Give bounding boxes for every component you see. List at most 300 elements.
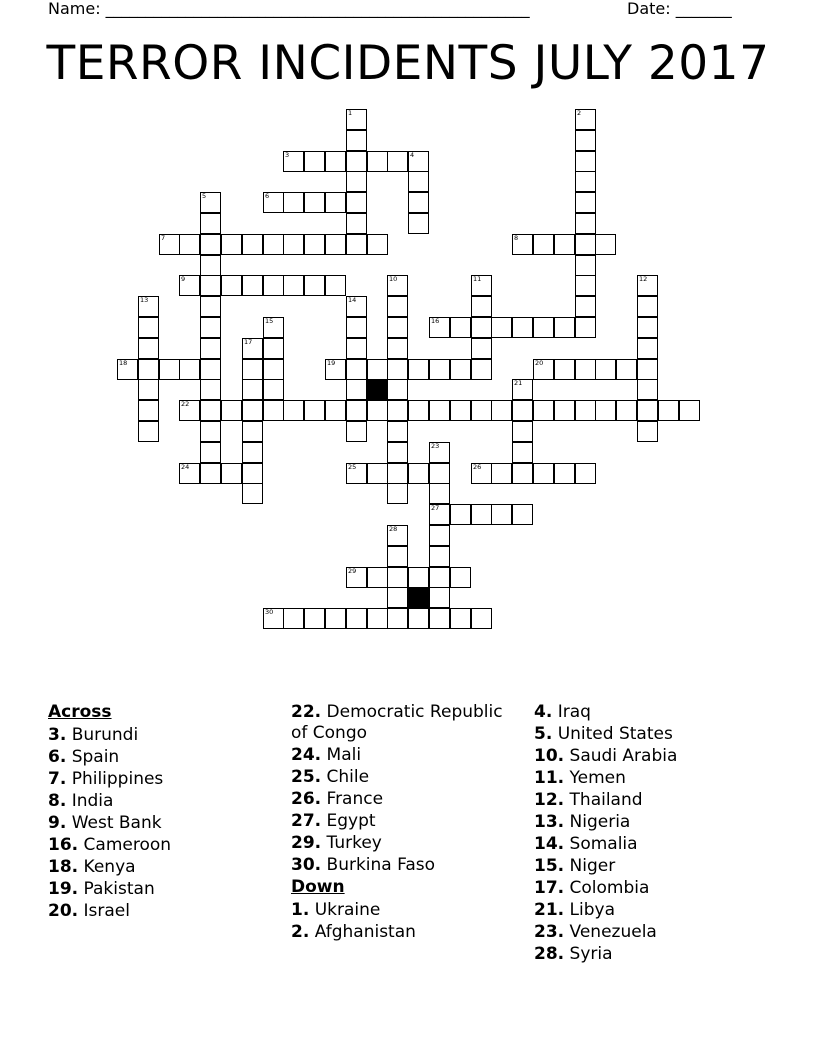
grid-cell[interactable]: [471, 296, 492, 317]
grid-cell[interactable]: [117, 359, 138, 380]
grid-cell[interactable]: [554, 317, 575, 338]
grid-cell[interactable]: [387, 359, 408, 380]
grid-cell[interactable]: [429, 442, 450, 463]
grid-cell[interactable]: [138, 296, 159, 317]
grid-cell[interactable]: [304, 234, 325, 255]
clue-item-text: Somalia: [564, 834, 638, 854]
black-cell: [408, 587, 429, 608]
clue-number: 8: [514, 234, 519, 242]
clue-number: 25: [348, 463, 357, 471]
grid-cell[interactable]: [346, 463, 367, 484]
grid-cell[interactable]: [200, 442, 221, 463]
grid-cell[interactable]: [346, 234, 367, 255]
grid-cell[interactable]: [367, 234, 388, 255]
clue-section-heading: Across: [48, 702, 112, 722]
clue-item-text: Israel: [78, 901, 130, 921]
grid-cell[interactable]: [408, 463, 429, 484]
clue-column-3: [534, 702, 766, 966]
grid-cell[interactable]: [554, 463, 575, 484]
grid-cell[interactable]: [367, 151, 388, 172]
grid-cell[interactable]: [387, 296, 408, 317]
grid-cell[interactable]: [595, 359, 616, 380]
grid-cell[interactable]: [325, 359, 346, 380]
grid-cell[interactable]: [304, 400, 325, 421]
grid-cell[interactable]: [429, 483, 450, 504]
grid-cell[interactable]: [471, 275, 492, 296]
grid-cell[interactable]: [346, 359, 367, 380]
clue-item-text: Democratic Republic of Congo: [291, 702, 503, 743]
grid-cell[interactable]: [533, 463, 554, 484]
grid-cell[interactable]: [387, 525, 408, 546]
grid-cell[interactable]: [387, 567, 408, 588]
clue-number: 15: [265, 317, 274, 325]
clue-number: 22: [181, 400, 190, 408]
clue-item-text: Spain: [66, 747, 120, 767]
grid-cell[interactable]: [242, 359, 263, 380]
grid-cell[interactable]: [408, 151, 429, 172]
grid-cell[interactable]: [387, 442, 408, 463]
clue-number: 20: [535, 359, 544, 367]
grid-cell[interactable]: [242, 400, 263, 421]
grid-cell[interactable]: [346, 213, 367, 234]
grid-cell[interactable]: [491, 400, 512, 421]
grid-cell[interactable]: [200, 359, 221, 380]
clue-item-text: Egypt: [321, 811, 376, 831]
clue-item-number: 13.: [534, 812, 565, 832]
date-field-label: Date: _______: [627, 0, 732, 18]
grid-cell[interactable]: [283, 192, 304, 213]
grid-cell[interactable]: [575, 255, 596, 276]
grid-cell[interactable]: [429, 504, 450, 525]
grid-cell[interactable]: [595, 234, 616, 255]
grid-cell[interactable]: [637, 275, 658, 296]
grid-cell[interactable]: [221, 400, 242, 421]
clue-item-number: 12.: [534, 790, 565, 810]
grid-cell[interactable]: [387, 400, 408, 421]
grid-cell[interactable]: [346, 171, 367, 192]
grid-cell[interactable]: [325, 608, 346, 629]
clue-item-text: Ukraine: [309, 900, 381, 920]
grid-cell[interactable]: [471, 400, 492, 421]
grid-cell[interactable]: [138, 359, 159, 380]
clue-item-number: 22.: [291, 702, 322, 722]
clue-number: 1: [348, 109, 353, 117]
clue-number: 5: [202, 192, 207, 200]
grid-cell[interactable]: [263, 338, 284, 359]
grid-cell[interactable]: [346, 567, 367, 588]
clue-item: [48, 747, 280, 768]
grid-cell[interactable]: [283, 151, 304, 172]
grid-cell[interactable]: [221, 463, 242, 484]
clue-item: [48, 725, 280, 746]
clue-item: [534, 702, 766, 723]
grid-cell[interactable]: [450, 359, 471, 380]
clue-item-text: Venezuela: [564, 922, 657, 942]
grid-cell[interactable]: [283, 234, 304, 255]
clue-item-text: Mali: [321, 745, 362, 765]
clue-column-1: [48, 702, 280, 923]
grid-cell[interactable]: [616, 400, 637, 421]
clue-number: 29: [348, 567, 357, 575]
grid-cell[interactable]: [471, 359, 492, 380]
clue-number: 13: [140, 296, 149, 304]
grid-cell[interactable]: [325, 234, 346, 255]
grid-cell[interactable]: [637, 338, 658, 359]
grid-cell[interactable]: [242, 421, 263, 442]
grid-cell[interactable]: [346, 379, 367, 400]
clue-item-number: 21.: [534, 900, 565, 920]
grid-cell[interactable]: [450, 400, 471, 421]
clue-item: [534, 768, 766, 789]
clue-item: [48, 813, 280, 834]
grid-cell[interactable]: [242, 234, 263, 255]
grid-cell[interactable]: [346, 338, 367, 359]
clue-item: [48, 769, 280, 790]
grid-cell[interactable]: [512, 317, 533, 338]
black-cell: [367, 379, 388, 400]
grid-cell[interactable]: [491, 317, 512, 338]
grid-cell[interactable]: [179, 400, 200, 421]
clue-item-text: Kenya: [78, 857, 136, 877]
clue-item-number: 29.: [291, 833, 322, 853]
grid-cell[interactable]: [346, 400, 367, 421]
grid-cell[interactable]: [346, 130, 367, 151]
grid-cell[interactable]: [575, 192, 596, 213]
grid-cell[interactable]: [283, 275, 304, 296]
grid-cell[interactable]: [263, 275, 284, 296]
grid-cell[interactable]: [387, 379, 408, 400]
grid-cell[interactable]: [200, 400, 221, 421]
grid-cell[interactable]: [138, 317, 159, 338]
grid-cell[interactable]: [429, 400, 450, 421]
clue-item-number: 5.: [534, 724, 553, 744]
grid-cell[interactable]: [263, 234, 284, 255]
grid-cell[interactable]: [242, 379, 263, 400]
grid-cell[interactable]: [138, 379, 159, 400]
grid-cell[interactable]: [637, 296, 658, 317]
grid-cell[interactable]: [200, 275, 221, 296]
grid-cell[interactable]: [367, 359, 388, 380]
grid-cell[interactable]: [346, 296, 367, 317]
clue-number: 17: [244, 338, 253, 346]
grid-cell[interactable]: [242, 338, 263, 359]
grid-cell[interactable]: [304, 608, 325, 629]
grid-cell[interactable]: [179, 275, 200, 296]
grid-cell[interactable]: [200, 338, 221, 359]
grid-cell[interactable]: [512, 379, 533, 400]
clue-item-number: 28.: [534, 944, 565, 964]
grid-cell[interactable]: [533, 317, 554, 338]
grid-cell[interactable]: [200, 213, 221, 234]
grid-cell[interactable]: [450, 504, 471, 525]
grid-cell[interactable]: [387, 587, 408, 608]
clue-item: [534, 900, 766, 921]
clue-item-text: Cameroon: [78, 835, 172, 855]
grid-cell[interactable]: [367, 400, 388, 421]
grid-cell[interactable]: [346, 608, 367, 629]
grid-cell[interactable]: [429, 587, 450, 608]
clue-number: 18: [119, 359, 128, 367]
clue-number: 28: [389, 525, 398, 533]
clue-number: 24: [181, 463, 190, 471]
grid-cell[interactable]: [263, 608, 284, 629]
grid-cell[interactable]: [346, 109, 367, 130]
clue-item-number: 27.: [291, 811, 322, 831]
clue-item: [534, 790, 766, 811]
grid-cell[interactable]: [304, 275, 325, 296]
grid-cell[interactable]: [450, 608, 471, 629]
clue-item-number: 3.: [48, 725, 67, 745]
grid-cell[interactable]: [179, 359, 200, 380]
page-title: TERROR INCIDENTS JULY 2017: [46, 36, 770, 91]
grid-cell[interactable]: [367, 567, 388, 588]
grid-cell[interactable]: [242, 483, 263, 504]
grid-cell[interactable]: [346, 192, 367, 213]
grid-cell[interactable]: [512, 234, 533, 255]
clue-item-text: Afghanistan: [309, 922, 416, 942]
grid-cell[interactable]: [429, 567, 450, 588]
clue-item: [48, 879, 280, 900]
grid-cell[interactable]: [491, 463, 512, 484]
clue-item-text: Philippines: [66, 769, 164, 789]
grid-cell[interactable]: [325, 275, 346, 296]
clue-item-number: 18.: [48, 857, 79, 877]
grid-cell[interactable]: [491, 504, 512, 525]
grid-cell[interactable]: [263, 400, 284, 421]
grid-cell[interactable]: [554, 400, 575, 421]
grid-cell[interactable]: [533, 359, 554, 380]
grid-cell[interactable]: [263, 317, 284, 338]
grid-cell[interactable]: [471, 504, 492, 525]
grid-cell[interactable]: [387, 338, 408, 359]
grid-cell[interactable]: [179, 463, 200, 484]
clue-item: [534, 922, 766, 943]
clue-item-number: 1.: [291, 900, 310, 920]
grid-cell[interactable]: [387, 275, 408, 296]
clue-item: [291, 702, 523, 744]
grid-cell[interactable]: [179, 234, 200, 255]
grid-cell[interactable]: [512, 442, 533, 463]
grid-cell[interactable]: [450, 567, 471, 588]
clue-item-number: 9.: [48, 813, 67, 833]
clue-item-number: 11.: [534, 768, 565, 788]
clue-item-text: Burundi: [66, 725, 139, 745]
grid-cell[interactable]: [200, 296, 221, 317]
grid-cell[interactable]: [408, 192, 429, 213]
grid-cell[interactable]: [429, 525, 450, 546]
grid-cell[interactable]: [263, 359, 284, 380]
grid-cell[interactable]: [346, 421, 367, 442]
grid-cell[interactable]: [616, 359, 637, 380]
clue-item-text: Thailand: [564, 790, 643, 810]
clue-item-text: Yemen: [564, 768, 626, 788]
grid-cell[interactable]: [387, 151, 408, 172]
grid-cell[interactable]: [263, 379, 284, 400]
grid-cell[interactable]: [429, 463, 450, 484]
clue-item-number: 17.: [534, 878, 565, 898]
clue-item-number: 6.: [48, 747, 67, 767]
clue-item-number: 15.: [534, 856, 565, 876]
clue-number: 9: [181, 275, 186, 283]
grid-cell[interactable]: [575, 234, 596, 255]
grid-cell[interactable]: [679, 400, 700, 421]
grid-cell[interactable]: [575, 130, 596, 151]
clue-number: 2: [577, 109, 582, 117]
clue-item-number: 20.: [48, 901, 79, 921]
grid-cell[interactable]: [283, 608, 304, 629]
grid-cell[interactable]: [304, 151, 325, 172]
grid-cell[interactable]: [408, 359, 429, 380]
grid-cell[interactable]: [575, 171, 596, 192]
grid-cell[interactable]: [242, 442, 263, 463]
grid-cell[interactable]: [283, 400, 304, 421]
clue-item: [534, 944, 766, 965]
clue-item-number: 16.: [48, 835, 79, 855]
grid-cell[interactable]: [200, 234, 221, 255]
grid-cell[interactable]: [429, 317, 450, 338]
clue-item: [291, 767, 523, 788]
clue-number: 19: [327, 359, 336, 367]
grid-cell[interactable]: [200, 317, 221, 338]
grid-cell[interactable]: [575, 213, 596, 234]
clue-item-text: India: [66, 791, 114, 811]
clue-item-number: 19.: [48, 879, 79, 899]
grid-cell[interactable]: [221, 234, 242, 255]
grid-cell[interactable]: [200, 379, 221, 400]
grid-cell[interactable]: [575, 317, 596, 338]
grid-cell[interactable]: [200, 421, 221, 442]
clue-column-2: [291, 702, 523, 944]
grid-cell[interactable]: [408, 567, 429, 588]
clue-number: 4: [410, 151, 415, 159]
name-field-label: Name: _____________________________________________________: [48, 0, 530, 18]
grid-cell[interactable]: [138, 400, 159, 421]
grid-cell[interactable]: [367, 463, 388, 484]
clue-number: 26: [473, 463, 482, 471]
clue-item-number: 2.: [291, 922, 310, 942]
clue-item-number: 24.: [291, 745, 322, 765]
grid-cell[interactable]: [408, 171, 429, 192]
grid-cell[interactable]: [263, 192, 284, 213]
grid-cell[interactable]: [554, 359, 575, 380]
clue-number: 16: [431, 317, 440, 325]
grid-cell[interactable]: [242, 463, 263, 484]
grid-cell[interactable]: [450, 317, 471, 338]
grid-cell[interactable]: [471, 463, 492, 484]
grid-cell[interactable]: [575, 296, 596, 317]
grid-cell[interactable]: [471, 608, 492, 629]
grid-cell[interactable]: [387, 483, 408, 504]
clue-item: [534, 856, 766, 877]
grid-cell[interactable]: [595, 400, 616, 421]
grid-cell[interactable]: [200, 255, 221, 276]
grid-cell[interactable]: [408, 608, 429, 629]
grid-cell[interactable]: [512, 463, 533, 484]
clue-item-number: 26.: [291, 789, 322, 809]
grid-cell[interactable]: [242, 275, 263, 296]
grid-cell[interactable]: [138, 421, 159, 442]
clue-item: [291, 922, 523, 943]
clue-item: [48, 901, 280, 922]
grid-cell[interactable]: [512, 400, 533, 421]
clue-number: 7: [161, 234, 166, 242]
grid-cell[interactable]: [637, 379, 658, 400]
grid-cell[interactable]: [575, 109, 596, 130]
grid-cell[interactable]: [367, 608, 388, 629]
grid-cell[interactable]: [387, 317, 408, 338]
clue-item-number: 10.: [534, 746, 565, 766]
grid-cell[interactable]: [325, 192, 346, 213]
grid-cell[interactable]: [575, 359, 596, 380]
clue-item-text: Turkey: [321, 833, 382, 853]
grid-cell[interactable]: [429, 546, 450, 567]
grid-cell[interactable]: [512, 504, 533, 525]
grid-cell[interactable]: [221, 275, 242, 296]
clue-item: [291, 789, 523, 810]
grid-cell[interactable]: [637, 400, 658, 421]
grid-cell[interactable]: [387, 463, 408, 484]
grid-cell[interactable]: [512, 421, 533, 442]
clue-number: 21: [514, 379, 523, 387]
clue-number: 30: [265, 608, 274, 616]
grid-cell[interactable]: [637, 317, 658, 338]
clue-item: [291, 745, 523, 766]
grid-cell[interactable]: [408, 400, 429, 421]
grid-cell[interactable]: [554, 234, 575, 255]
clue-item-text: United States: [552, 724, 673, 744]
grid-cell[interactable]: [387, 546, 408, 567]
grid-cell[interactable]: [637, 359, 658, 380]
grid-cell[interactable]: [429, 608, 450, 629]
grid-cell[interactable]: [575, 275, 596, 296]
clue-item-text: Colombia: [564, 878, 650, 898]
grid-cell[interactable]: [575, 463, 596, 484]
grid-cell[interactable]: [387, 421, 408, 442]
grid-cell[interactable]: [325, 151, 346, 172]
grid-cell[interactable]: [408, 213, 429, 234]
clue-number: 14: [348, 296, 357, 304]
clue-item: [534, 812, 766, 833]
clue-item: [534, 724, 766, 745]
grid-cell[interactable]: [575, 151, 596, 172]
grid-cell[interactable]: [138, 338, 159, 359]
grid-cell[interactable]: [533, 400, 554, 421]
grid-cell[interactable]: [325, 400, 346, 421]
grid-cell[interactable]: [200, 192, 221, 213]
clue-item-number: 25.: [291, 767, 322, 787]
grid-cell[interactable]: [200, 463, 221, 484]
grid-cell[interactable]: [658, 400, 679, 421]
grid-cell[interactable]: [575, 400, 596, 421]
clue-item: [291, 855, 523, 876]
grid-cell[interactable]: [346, 151, 367, 172]
clue-number: 12: [639, 275, 648, 283]
grid-cell[interactable]: [159, 234, 180, 255]
grid-cell[interactable]: [304, 192, 325, 213]
grid-cell[interactable]: [387, 608, 408, 629]
grid-cell[interactable]: [471, 338, 492, 359]
clue-number: 27: [431, 504, 440, 512]
clue-item: [291, 900, 523, 921]
grid-cell[interactable]: [637, 421, 658, 442]
grid-cell[interactable]: [429, 359, 450, 380]
grid-cell[interactable]: [471, 317, 492, 338]
clue-number: 3: [285, 151, 290, 159]
grid-cell[interactable]: [346, 317, 367, 338]
clue-number: 10: [389, 275, 398, 283]
grid-cell[interactable]: [533, 234, 554, 255]
grid-cell[interactable]: [159, 359, 180, 380]
